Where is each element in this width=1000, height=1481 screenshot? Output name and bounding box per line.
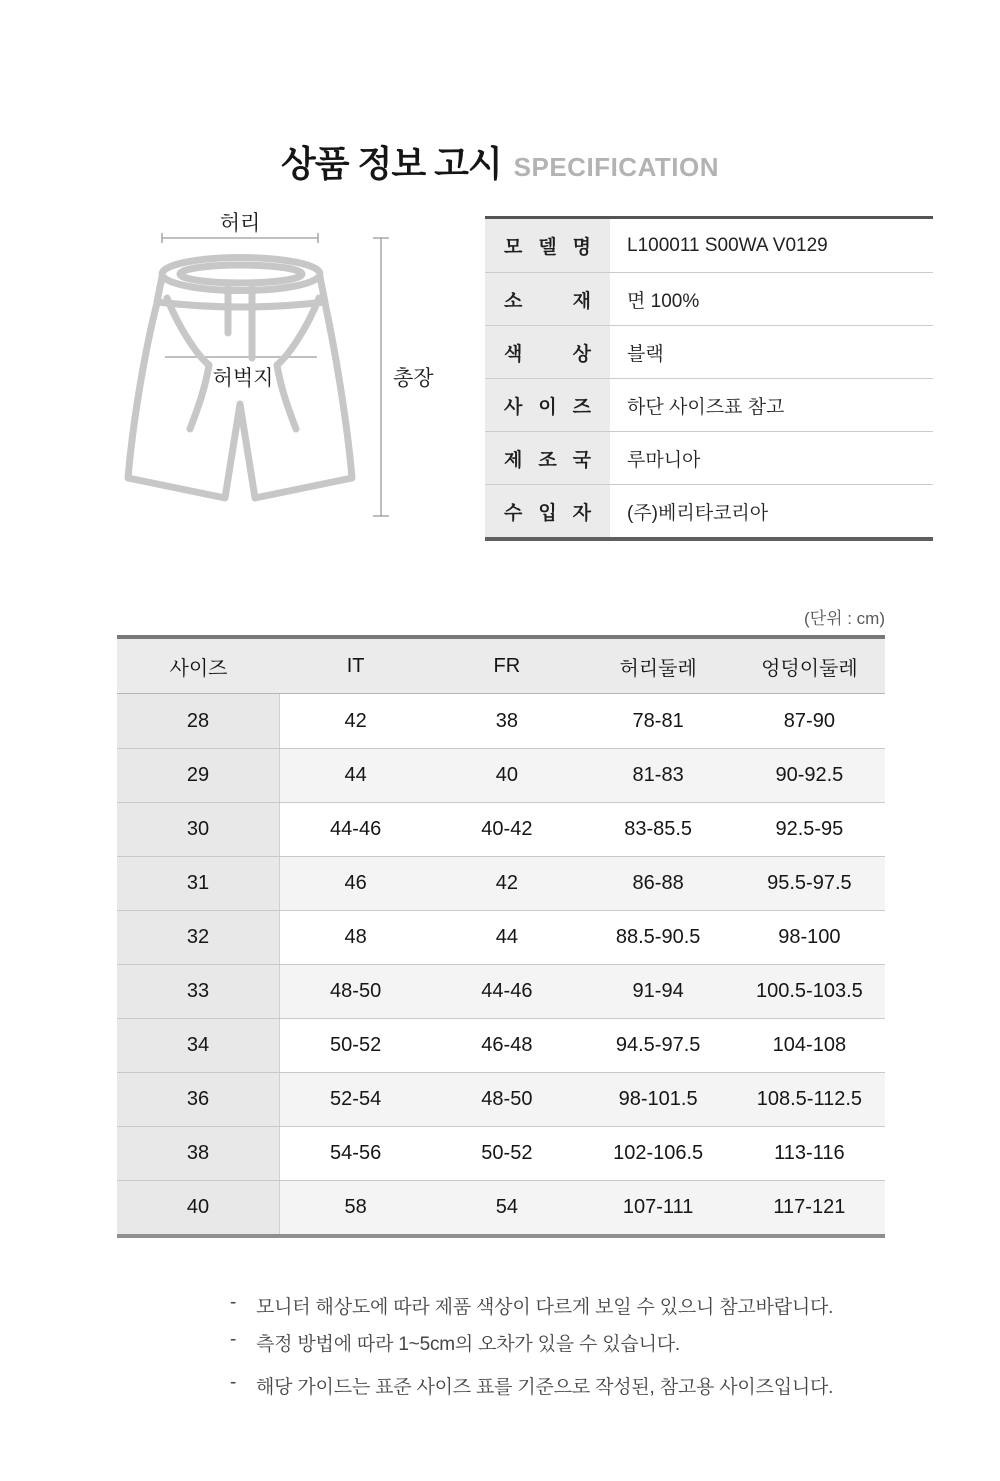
spec-label	[485, 219, 610, 272]
spec-label	[485, 379, 610, 431]
spec-label-text: 수 입 자	[504, 502, 591, 524]
spec-label	[485, 432, 610, 484]
size-cell: 90-92.5	[734, 749, 885, 802]
size-row	[117, 1072, 885, 1126]
waist-label: 허리	[219, 212, 261, 235]
size-cell-size: 36	[117, 1073, 280, 1126]
size-cell: 81-83	[583, 749, 734, 802]
size-cell: 113-116	[774, 1142, 845, 1164]
unit-note: (단위 : cm)	[804, 609, 885, 628]
note-text: 모니터 해상도에 따라 제품 색상이 다르게 보일 수 있으니 참고바랍니다.	[256, 1297, 834, 1318]
size-cell: 42	[431, 857, 582, 910]
spec-row	[485, 378, 933, 431]
size-cell: 107-111	[583, 1181, 734, 1234]
size-cell: 98-101.5	[583, 1073, 734, 1126]
size-cell-size: 29	[117, 749, 280, 802]
size-cell: 83-85.5	[624, 818, 693, 840]
spec-label	[485, 326, 610, 378]
size-cell: 58	[280, 1181, 431, 1234]
size-cell: 54-56	[330, 1142, 382, 1164]
size-cell: 104-108	[772, 1034, 847, 1056]
size-cell: 50-52	[330, 1034, 382, 1056]
note-item	[230, 1329, 833, 1356]
spec-row	[485, 431, 933, 484]
spec-label	[485, 273, 610, 325]
size-cell: 117-121	[734, 1181, 885, 1234]
size-cell-size: 40	[117, 1181, 280, 1234]
size-cell: 95.5-97.5	[734, 857, 885, 910]
size-cell: 44-46	[330, 818, 382, 840]
size-table-header	[117, 639, 885, 694]
spec-value: 하단 사이즈표 참고	[627, 396, 785, 418]
size-cell: 48	[344, 926, 367, 948]
size-cell: 52-54	[280, 1073, 431, 1126]
spec-row	[485, 219, 933, 272]
size-cell: 98-100	[778, 926, 841, 948]
page-title-korean: 상품 정보 고시	[280, 143, 502, 184]
size-cell: 100.5-103.5	[734, 965, 885, 1018]
spec-label-text: 색 상	[504, 343, 591, 365]
size-cell: 48-50	[280, 965, 431, 1018]
note-bullet: -	[230, 1292, 237, 1313]
size-cell: 38	[495, 709, 518, 732]
spec-table	[485, 216, 933, 541]
size-cell: 50-52	[481, 1142, 533, 1164]
size-cell-size: 28	[117, 694, 280, 748]
thigh-label: 허벅지	[212, 367, 274, 390]
spec-label-text: 제 조 국	[504, 449, 591, 471]
size-cell: 91-94	[583, 965, 734, 1018]
spec-row	[485, 325, 933, 378]
page-title-english: SPECIFICATION	[513, 152, 720, 182]
size-cell: 46	[280, 857, 431, 910]
size-cell: 102-106.5	[613, 1142, 704, 1164]
size-row	[117, 856, 885, 910]
spec-row	[485, 484, 933, 537]
size-cell-size: 38	[117, 1127, 280, 1180]
spec-label-text: 소 재	[504, 290, 591, 312]
size-cell: 78-81	[632, 709, 684, 732]
size-cell: 92.5-95	[775, 818, 844, 840]
size-header-cell: 사이즈	[169, 657, 228, 680]
size-cell: 40-42	[481, 818, 533, 840]
size-cell-size: 31	[117, 857, 280, 910]
size-cell: 42	[344, 709, 367, 732]
page-title	[0, 136, 1000, 187]
size-header-cell: 허리둘레	[619, 657, 697, 680]
shorts-measurement-diagram	[105, 205, 445, 535]
spec-value: (주)베리타코리아	[627, 502, 769, 524]
size-row	[117, 1180, 885, 1234]
length-measure-line	[373, 238, 389, 516]
size-cell: 87-90	[783, 709, 835, 732]
size-cell: 88.5-90.5	[615, 926, 701, 948]
size-row	[117, 802, 885, 856]
note-text: 해당 가이드는 표준 사이즈 표를 기준으로 작성된, 참고용 사이즈입니다.	[256, 1377, 834, 1398]
size-row	[117, 964, 885, 1018]
size-row	[117, 694, 885, 748]
size-cell: 40	[431, 749, 582, 802]
size-row	[117, 910, 885, 964]
spec-value: 면 100%	[627, 290, 700, 312]
size-cell: 44	[280, 749, 431, 802]
size-row	[117, 1018, 885, 1072]
length-label: 총장	[393, 367, 434, 390]
size-row	[117, 1126, 885, 1180]
spec-row	[485, 272, 933, 325]
size-cell: 46-48	[481, 1034, 533, 1056]
size-cell: 86-88	[583, 857, 734, 910]
size-row	[117, 748, 885, 802]
size-table	[117, 635, 885, 1238]
notes-list	[230, 1292, 833, 1399]
spec-value: 블랙	[627, 343, 664, 365]
size-header-cell: IT	[346, 654, 365, 677]
size-cell-size: 34	[117, 1019, 280, 1072]
spec-label-text: 모 델 명	[504, 237, 591, 258]
spec-value: 루마니아	[627, 449, 701, 471]
size-cell: 44-46	[431, 965, 582, 1018]
size-header-cell: FR	[493, 654, 521, 677]
spec-label	[485, 485, 610, 537]
note-bullet: -	[230, 1372, 237, 1393]
size-cell: 108.5-112.5	[734, 1073, 885, 1126]
size-cell-size: 32	[117, 911, 280, 964]
size-cell: 48-50	[431, 1073, 582, 1126]
spec-label-text: 사 이 즈	[504, 396, 591, 418]
size-cell-size: 33	[117, 965, 280, 1018]
size-cell: 94.5-97.5	[615, 1034, 701, 1056]
size-cell-size: 30	[117, 803, 280, 856]
size-cell: 44	[495, 926, 518, 948]
size-header-cell: 엉덩이둘레	[761, 657, 858, 680]
shorts-diagram-svg	[105, 205, 445, 535]
size-cell: 54	[431, 1181, 582, 1234]
spec-value: L100011 S00WA V0129	[627, 234, 828, 256]
note-text: 측정 방법에 따라 1~5cm의 오차가 있을 수 있습니다.	[256, 1334, 680, 1355]
note-item	[230, 1292, 833, 1319]
note-bullet: -	[230, 1329, 237, 1350]
note-item	[230, 1372, 833, 1399]
